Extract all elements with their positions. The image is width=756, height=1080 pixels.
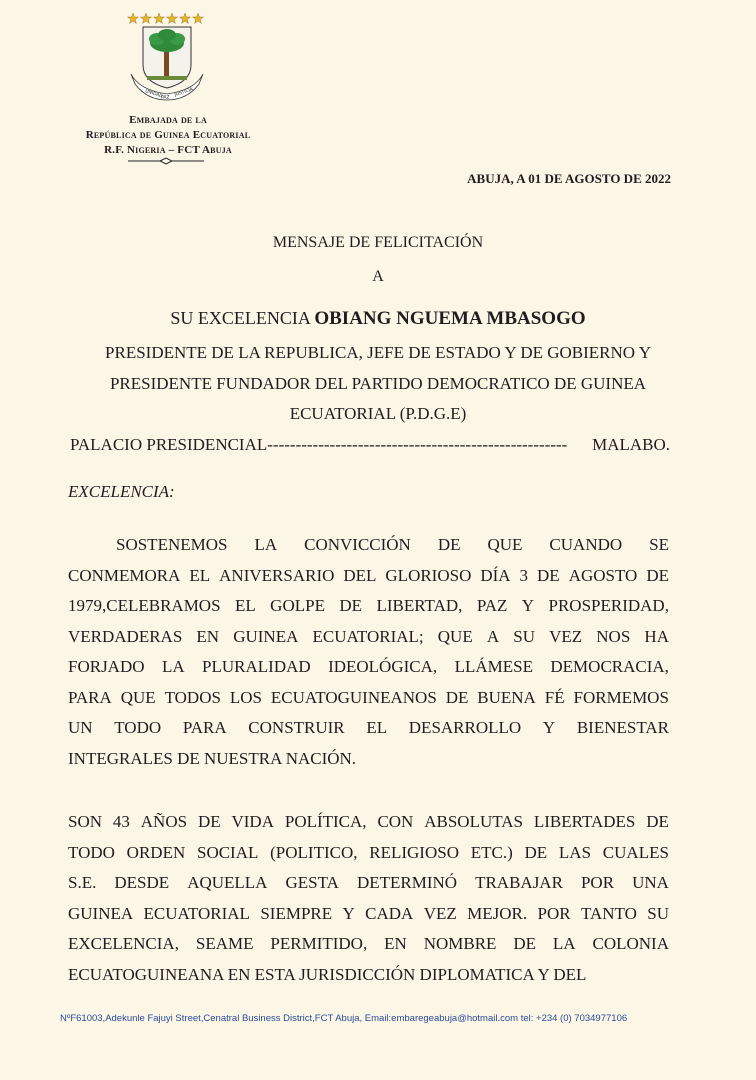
paragraph-line: VERDADERAS EN GUINEA ECUATORIAL; QUE A SU VEZ NOS HA [68,626,669,646]
paragraph-line: UN TODO PARA CONSTRUIR EL DESARROLLO Y BIENESTAR [68,718,669,737]
paragraph-line: PARA QUE TODOS LOS ECUATOGUINEANOS DE BUENA FÉ FORMEMOS [68,687,669,707]
paragraph-line: 1979,CELEBRAMOS EL GOLPE DE LIBERTAD, PAZ Y PROSPERIDAD, [68,596,669,615]
coat-of-arms-emblem [125,10,207,102]
paragraph-line: ECUATOGUINEANA EN ESTA JURISDICCIÓN DIPLOMATICA Y DEL [68,964,587,984]
recipient-prefix: SU EXCELENCIA [170,308,310,328]
recipient-role-line: ECUATORIAL (P.D.G.E) [289,404,467,423]
paragraph-line: TODO ORDEN SOCIAL (POLITICO, RELIGIOSO ETC.) DE LAS CUALES [68,842,669,862]
addressee-a: A [372,268,384,285]
letter-date: ABUJA, A 01 DE AGOSTO DE 2022 [467,171,671,186]
paragraph-line: INTEGRALES DE NUESTRA NACIÓN. [68,748,357,768]
body-paragraph-1 [68,530,669,774]
recipient-role-line: PRESIDENTE FUNDADOR DEL PARTIDO DEMOCRATICO DE GUINEA [109,374,647,393]
city-label: MALABO. [592,435,670,454]
paragraph-line: SOSTENEMOS LA CONVICCIÓN DE QUE CUANDO SE [116,535,669,554]
letter-title: MENSAJE DE FELICITACIÓN [272,234,484,251]
footer-contact: NºF61003,Adekunle Fajuyi Street,Cenatral Business District,FCT Abuja, Email:embaregeabuja@hotmail.com tel: +234 (0) 7034977106 [60,1013,628,1024]
paragraph-line: CONMEMORA EL ANIVERSARIO DEL GLORIOSO DÍA 3 DE AGOSTO DE [68,565,669,585]
emblem-motto-justicia: JUSTICIA [174,87,194,98]
paragraph-line: FORJADO LA PLURALIDAD IDEOLÓGICA, LLÁMESE DEMOCRACIA, [68,657,669,676]
recipient-line [0,308,756,330]
emblem-motto-paz: PAZ [161,95,170,101]
recipient-role-line: PRESIDENTE DE LA REPUBLICA, JEFE DE ESTADO Y DE GOBIERNO Y [105,343,651,362]
embassy-header [52,113,284,158]
coat-of-arms-icon [125,10,207,102]
palace-label: PALACIO PRESIDENCIAL [70,435,268,454]
paragraph-line: GUINEA ECUATORIAL SIEMPRE Y CADA VEZ MEJOR. POR TANTO SU [68,903,669,923]
recipient-name: OBIANG NGUEMA MBASOGO [314,308,586,329]
embassy-line: Embajada de la [129,114,207,126]
address-dashes: ----------------------------------------------------- [267,435,568,454]
embassy-line: República de Guinea Ecuatorial [85,129,251,141]
embassy-line: R.F. Nigeria – FCT Abuja [104,144,232,156]
paragraph-line: S.E. DESDE AQUELLA GESTA DETERMINÓ TRABAJAR POR UNA [68,873,669,892]
recipient-address-line [70,435,670,455]
salutation: EXCELENCIA: [68,482,175,501]
paragraph-line: SON 43 AÑOS DE VIDA POLÍTICA, CON ABSOLUTAS LIBERTADES DE [68,812,669,831]
body-paragraph-2 [68,807,669,990]
divider-ornament [128,156,204,166]
paragraph-line: EXCELENCIA, SEAME PERMITIDO, EN NOMBRE DE LA COLONIA [68,934,669,953]
emblem-motto-unidad: UNIDAD [144,89,163,100]
